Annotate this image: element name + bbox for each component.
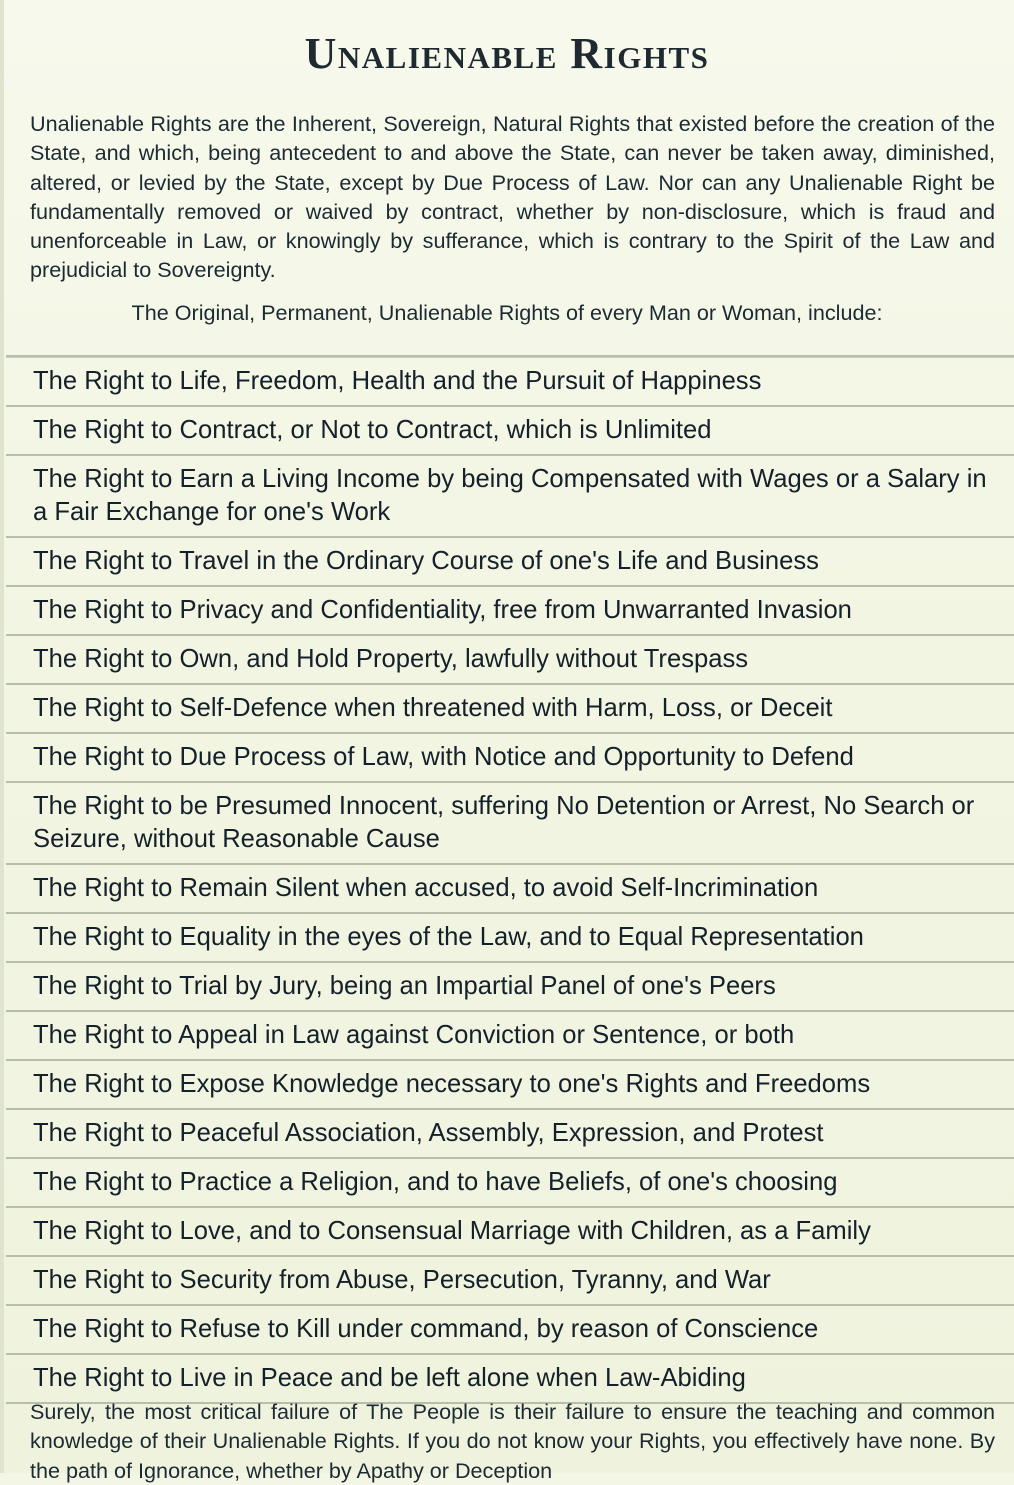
right-item: The Right to Due Process of Law, with Notice and Opportunity to Defend: [6, 734, 1014, 783]
right-item: The Right to Security from Abuse, Persecution, Tyranny, and War: [6, 1257, 1014, 1306]
closing-paragraph: Surely, the most critical failure of The People is their failure to ensure the teaching and common knowledge of their Unalienable Rights. If you do not know your Rights, you effectively have none. By the path of Ignorance, whether by Apathy or Deception: [30, 1399, 995, 1483]
right-item: The Right to Love, and to Consensual Marriage with Children, as a Family: [6, 1208, 1014, 1257]
right-item: The Right to Equality in the eyes of the Law, and to Equal Representation: [6, 914, 1014, 963]
right-item: The Right to Refuse to Kill under command, by reason of Conscience: [6, 1306, 1014, 1355]
rights-list: [6, 355, 1014, 1404]
right-item: The Right to Trial by Jury, being an Impartial Panel of one's Peers: [6, 963, 1014, 1012]
right-item: The Right to Life, Freedom, Health and the Pursuit of Happiness: [6, 357, 1014, 407]
right-item: The Right to Appeal in Law against Conviction or Sentence, or both: [6, 1012, 1014, 1061]
right-item: The Right to be Presumed Innocent, suffering No Detention or Arrest, No Search or Seizure, without Reasonable Cause: [6, 783, 1014, 865]
right-item: The Right to Travel in the Ordinary Course of one's Life and Business: [6, 538, 1014, 587]
right-item: The Right to Remain Silent when accused, to avoid Self-Incrimination: [6, 865, 1014, 914]
intro-paragraph: Unalienable Rights are the Inherent, Sovereign, Natural Rights that existed before the creation of the State, and which, being antecedent to and above the State, can never be taken away, diminished, altered, or levied by the State, except by Due Process of Law. Nor can any Unalienable Right be fundamentally removed or waived by contract, whether by non-disclosure, which is fraud and unenforceable in Law, or knowingly by sufferance, which is contrary to the Spirit of the Law and prejudicial to Sovereignty.: [30, 111, 995, 283]
right-item: The Right to Live in Peace and be left alone when Law-Abiding: [6, 1355, 1014, 1404]
right-item: The Right to Privacy and Confidentiality, free from Unwarranted Invasion: [6, 587, 1014, 636]
right-item: The Right to Expose Knowledge necessary to one's Rights and Freedoms: [6, 1061, 1014, 1110]
right-item: The Right to Earn a Living Income by being Compensated with Wages or a Salary in a Fair Exchange for one's Work: [6, 456, 1014, 538]
right-item: The Right to Contract, or Not to Contract, which is Unlimited: [6, 407, 1014, 456]
right-item: The Right to Own, and Hold Property, lawfully without Trespass: [6, 636, 1014, 685]
right-item: The Right to Peaceful Association, Assembly, Expression, and Protest: [6, 1110, 1014, 1159]
left-edge-rule: [0, 0, 4, 1473]
right-item: The Right to Self-Defence when threatened with Harm, Loss, or Deceit: [6, 685, 1014, 734]
rights-list-intro: The Original, Permanent, Unalienable Rights of every Man or Woman, include:: [131, 300, 883, 325]
right-item: The Right to Practice a Religion, and to have Beliefs, of one's choosing: [6, 1159, 1014, 1208]
document-title: Unalienable Rights: [304, 29, 710, 78]
